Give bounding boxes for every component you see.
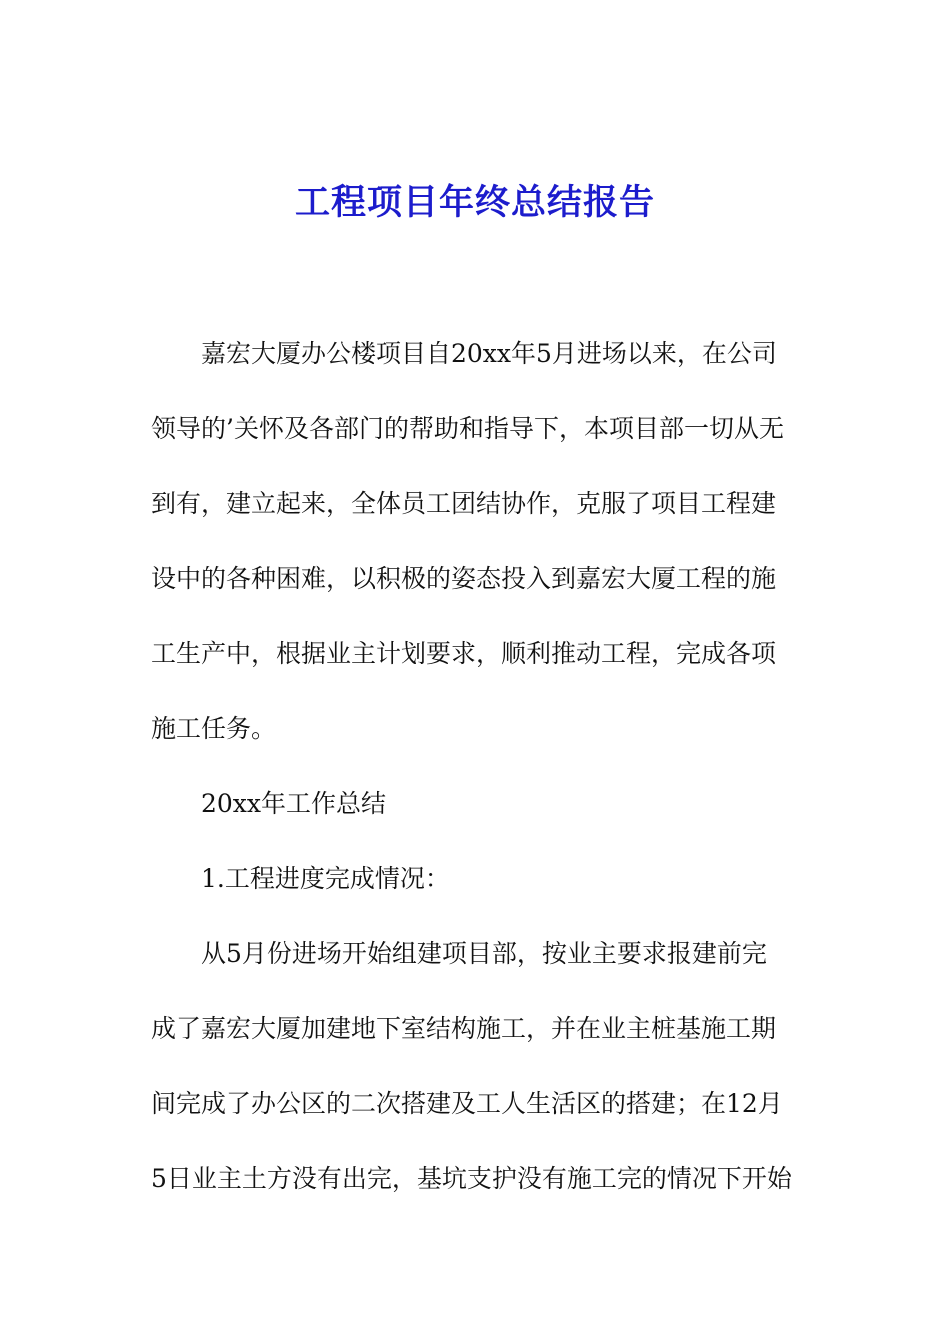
paragraph-line: 施工任务。 <box>151 714 277 743</box>
paragraph-line: 工生产中，根据业主计划要求，顺利推动工程，完成各项 <box>151 639 777 668</box>
document-title: 工程项目年终总结报告 <box>294 183 655 223</box>
paragraph-line: 间完成了办公区的二次搭建及工人生活区的搭建；在12月 <box>151 1089 783 1118</box>
paragraph-line: 到有，建立起来，全体员工团结协作，克服了项目工程建 <box>151 489 777 518</box>
paragraph-line: 5日业主土方没有出完，基坑支护没有施工完的情况下开始 <box>151 1164 792 1193</box>
section-heading: 20xx年工作总结 <box>201 789 387 818</box>
paragraph-line: 从5月份进场开始组建项目部，按业主要求报建前完 <box>201 939 767 968</box>
paragraph-line: 设中的各种困难，以积极的姿态投入到嘉宏大厦工程的施 <box>151 564 777 593</box>
paragraph-line: 领导的’关怀及各部门的帮助和指导下，本项目部一切从无 <box>151 414 784 443</box>
paragraph-line: 成了嘉宏大厦加建地下室结构施工，并在业主桩基施工期 <box>151 1014 777 1043</box>
paragraph-line: 嘉宏大厦办公楼项目自20xx年5月进场以来，在公司 <box>201 339 777 368</box>
subheading: 1.工程进度完成情况： <box>201 864 450 893</box>
document-body <box>151 316 811 1216</box>
